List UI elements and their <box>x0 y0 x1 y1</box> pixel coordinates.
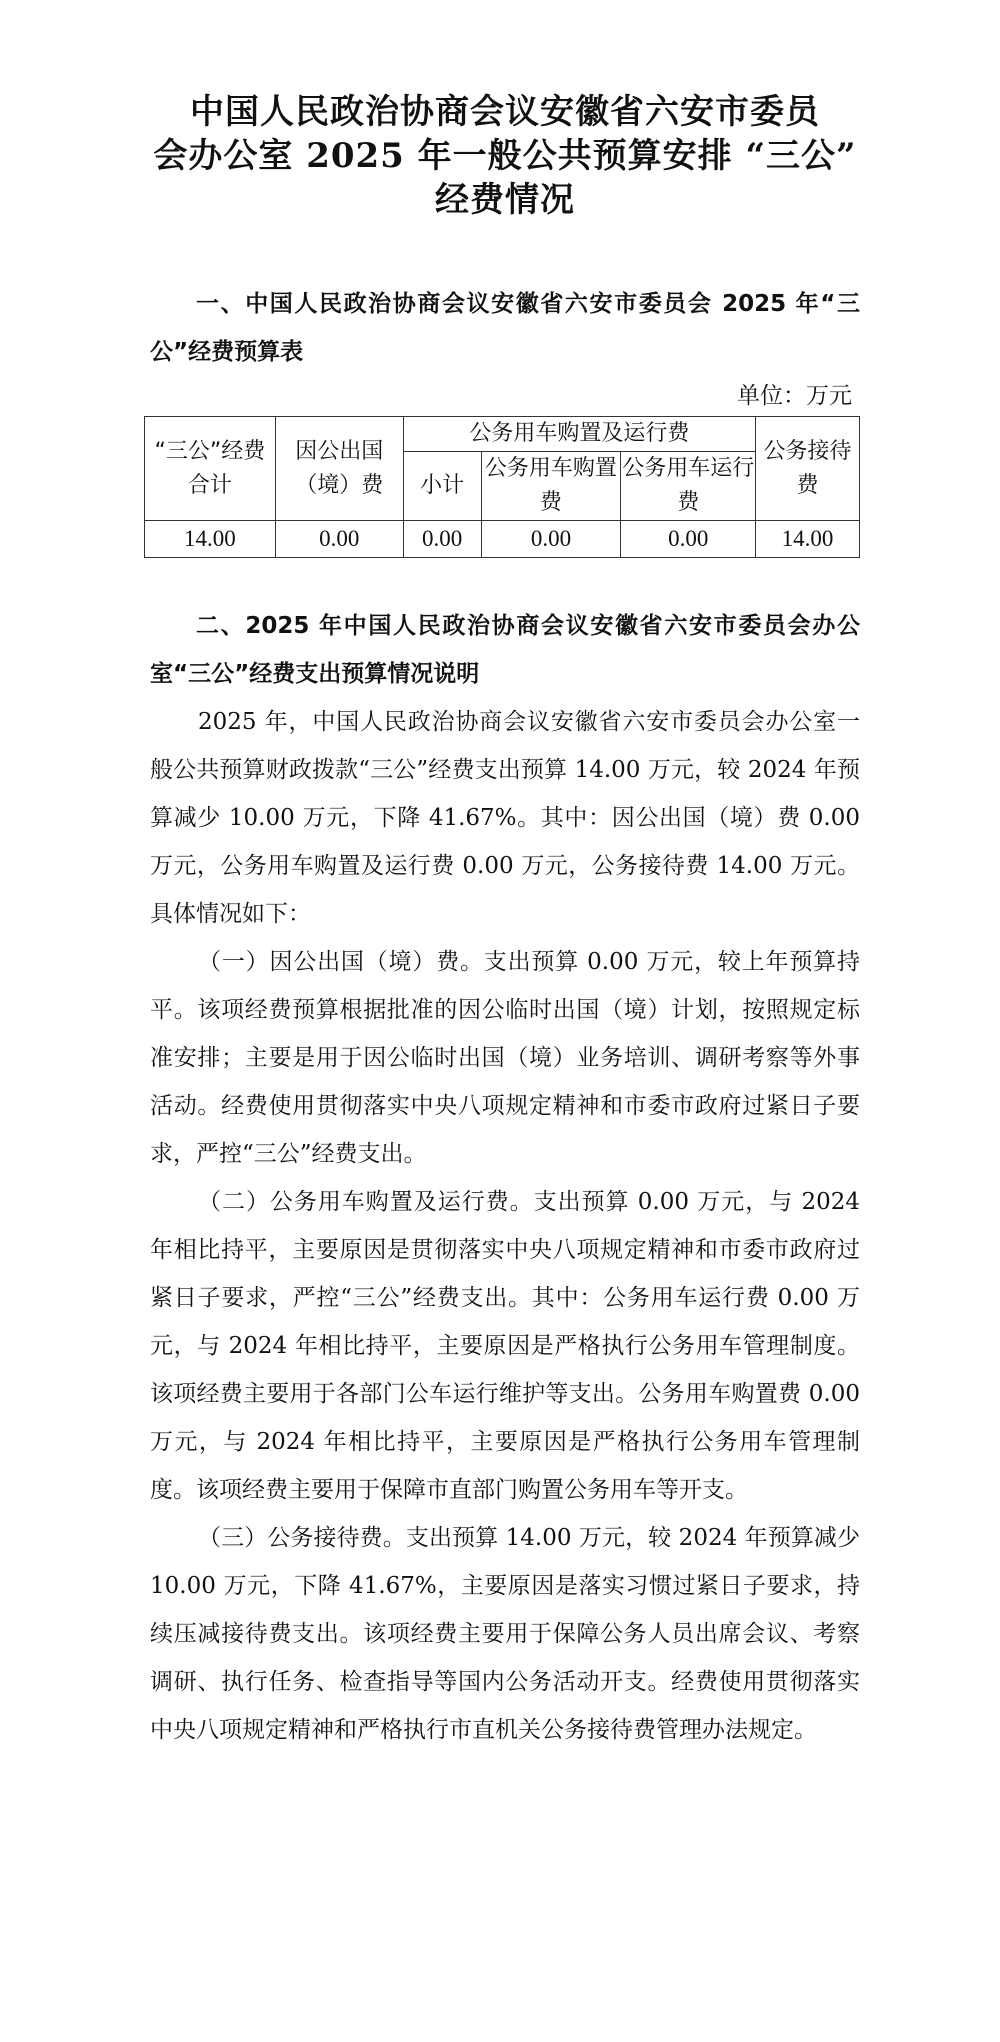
header-total: “三公”经费合计 <box>145 417 276 521</box>
item-2-body: 支出预算 0.00 万元，与 2024 年相比持平，主要原因是贯彻落实中央八项规定精神和市委市政府过紧日子要求，严控“三公”经费支出。其中：公务用车运行费 0.00 万元，与 2024 年相比持平，主要原因是严格执行公务用车管理制度。该项经费主要用于各部门公车运行维护等支出。公务用车购置费 0.00 万元，与 2024 年相比持平，主要原因是严格执行公务用车管理制度。该项经费主要用于保障市直部门购置公务用车等开支。 <box>150 1189 860 1503</box>
title-line-1: 中国人民政治协商会议安徽省六安市委员 <box>190 92 820 132</box>
header-subtotal: 小计 <box>403 452 481 521</box>
cell-abroad: 0.00 <box>275 521 403 558</box>
cell-operation: 0.00 <box>621 521 756 558</box>
section-2-heading: 二、2025 年中国人民政治协商会议安徽省六安市委员会办公室“三公”经费支出预算情况说明 <box>150 613 860 687</box>
cell-reception: 14.00 <box>756 521 860 558</box>
section-2-intro: 2025 年，中国人民政治协商会议安徽省六安市委员会办公室一般公共预算财政拨款“三公”经费支出预算 14.00 万元，较 2024 年预算减少 10.00 万元，下降 41.67%。其中：因公出国（境）费 0.00 万元，公务用车购置及运行费 0.00 万元，公务接待费 14.00 万元。具体情况如下： <box>150 709 860 927</box>
item-2-lead: （二）公务用车购置及运行费。 <box>198 1189 534 1215</box>
unit-label: 单位：万元 <box>737 383 852 409</box>
item-3-body: 支出预算 14.00 万元，较 2024 年预算减少 10.00 万元，下降 41.67%，主要原因是落实习惯过紧日子要求，持续压减接待费支出。该项经费主要用于保障公务人员出席会议、考察调研、执行任务、检查指导等国内公务活动开支。经费使用贯彻落实中央八项规定精神和严格执行市直机关公务接待费管理办法规定。 <box>150 1525 861 1743</box>
table-header-row-1 <box>145 417 860 452</box>
item-1-lead: （一）因公出国（境）费。 <box>198 949 484 975</box>
item-1-body: 支出预算 0.00 万元，较上年预算持平。该项经费预算根据批准的因公临时出国（境）计划，按照规定标准安排；主要是用于因公临时出国（境）业务培训、调研考察等外事活动。经费使用贯彻落实中央八项规定精神和市委市政府过紧日子要求，严控“三公”经费支出。 <box>150 949 860 1167</box>
table-row <box>145 521 860 558</box>
cell-purchase: 0.00 <box>481 521 621 558</box>
item-1-paragraph <box>150 938 860 1178</box>
header-reception: 公务接待费 <box>756 417 860 521</box>
item-3-paragraph <box>150 1514 860 1754</box>
item-3-lead: （三）公务接待费。 <box>198 1525 406 1551</box>
title-line-3: 经费情况 <box>435 180 575 220</box>
header-abroad: 因公出国（境）费 <box>275 417 403 521</box>
header-operation: 公务用车运行费 <box>621 452 756 521</box>
budget-table <box>144 416 860 558</box>
header-purchase: 公务用车购置费 <box>481 452 621 521</box>
cell-total: 14.00 <box>145 521 276 558</box>
item-2-paragraph <box>150 1178 860 1514</box>
document-page <box>150 90 860 1754</box>
title-line-2: 会办公室 2025 年一般公共预算安排 “三公” <box>153 136 857 176</box>
cell-subtotal: 0.00 <box>403 521 481 558</box>
document-title <box>150 90 860 222</box>
header-vehicle-group: 公务用车购置及运行费 <box>403 417 755 452</box>
section-1-heading: 一、中国人民政治协商会议安徽省六安市委员会 2025 年“三公”经费预算表 <box>150 291 860 365</box>
